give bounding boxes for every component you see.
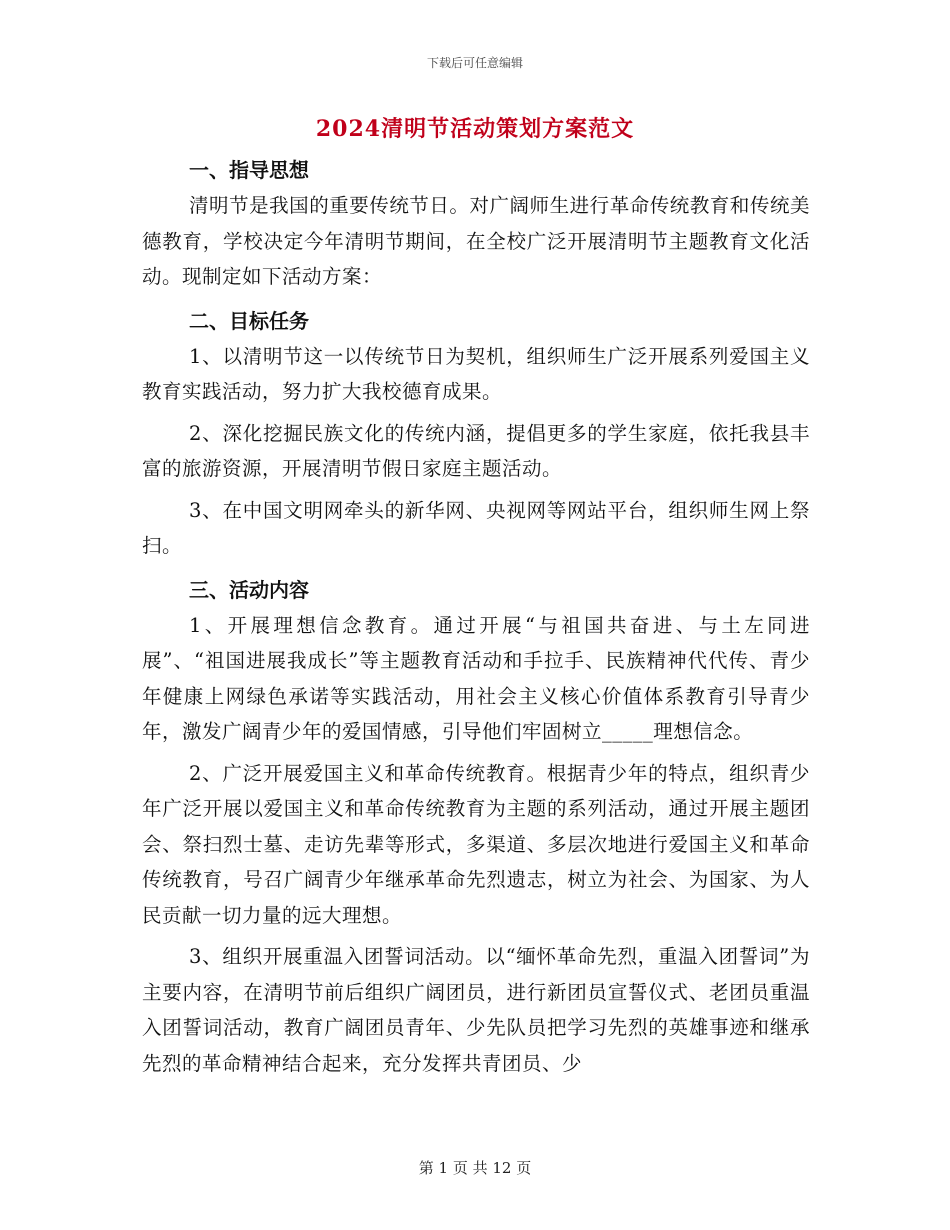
paragraph: 3、组织开展重温入团誓词活动。以“缅怀革命先烈，重温入团誓词”为主要内容，在清明节前后组织广阔团员，进行新团员宣誓仪式、老团员重温入团誓词活动，教育广阔团员青年、少先队员把学习先烈的英雄事迹和继承先烈的革命精神结合起来，充分发挥共青团员、少 <box>142 945 810 1075</box>
section-heading-activities: 三、活动内容 <box>189 577 309 602</box>
paragraph: 1、以清明节这一以传统节日为契机，组织师生广泛开展系列爱国主义教育实践活动，努力扩大我校德育成果。 <box>142 344 810 403</box>
paragraph: 1、开展理想信念教育。通过开展“与祖国共奋进、与土左同进展”、“祖国进展我成长”等主题教育活动和手拉手、民族精神代代传、青少年健康上网绿色承诺等实践活动，用社会主义核心价值体系教育引导青少年，激发广阔青少年的爱国情感，引导他们牢固树立_____理想信念。 <box>142 613 810 743</box>
section-heading-guiding-ideology: 一、指导思想 <box>189 158 309 182</box>
paragraph: 3、在中国文明网牵头的新华网、央视网等网站平台，组织师生网上祭扫。 <box>142 498 810 557</box>
page-header: 下载后可任意编辑 <box>426 56 523 70</box>
paragraph: 2、广泛开展爱国主义和革命传统教育。根据青少年的特点，组织青少年广泛开展以爱国主义和革命传统教育为主题的系列活动，通过开展主题团会、祭扫烈士墓、走访先辈等形式，多渠道、多层次地进行爱国主义和革命传统教育，号召广阔青少年继承革命先烈遗志，树立为社会、为国家、为人民贡献一切力量的远大理想。 <box>142 761 810 927</box>
document-title: 2024清明节活动策划方案范文 <box>315 116 635 142</box>
paragraph: 清明节是我国的重要传统节日。对广阔师生进行革命传统教育和传统美德教育，学校决定今年清明节期间，在全校广泛开展清明节主题教育文化活动。现制定如下活动方案： <box>142 194 810 288</box>
document-body <box>142 150 810 1087</box>
paragraph: 2、深化挖掘民族文化的传统内涵，提倡更多的学生家庭，依托我县丰富的旅游资源，开展清明节假日家庭主题活动。 <box>142 421 810 480</box>
page-footer: 第 1 页 共 12 页 <box>418 1159 532 1177</box>
section-heading-goals: 二、目标任务 <box>189 308 309 333</box>
